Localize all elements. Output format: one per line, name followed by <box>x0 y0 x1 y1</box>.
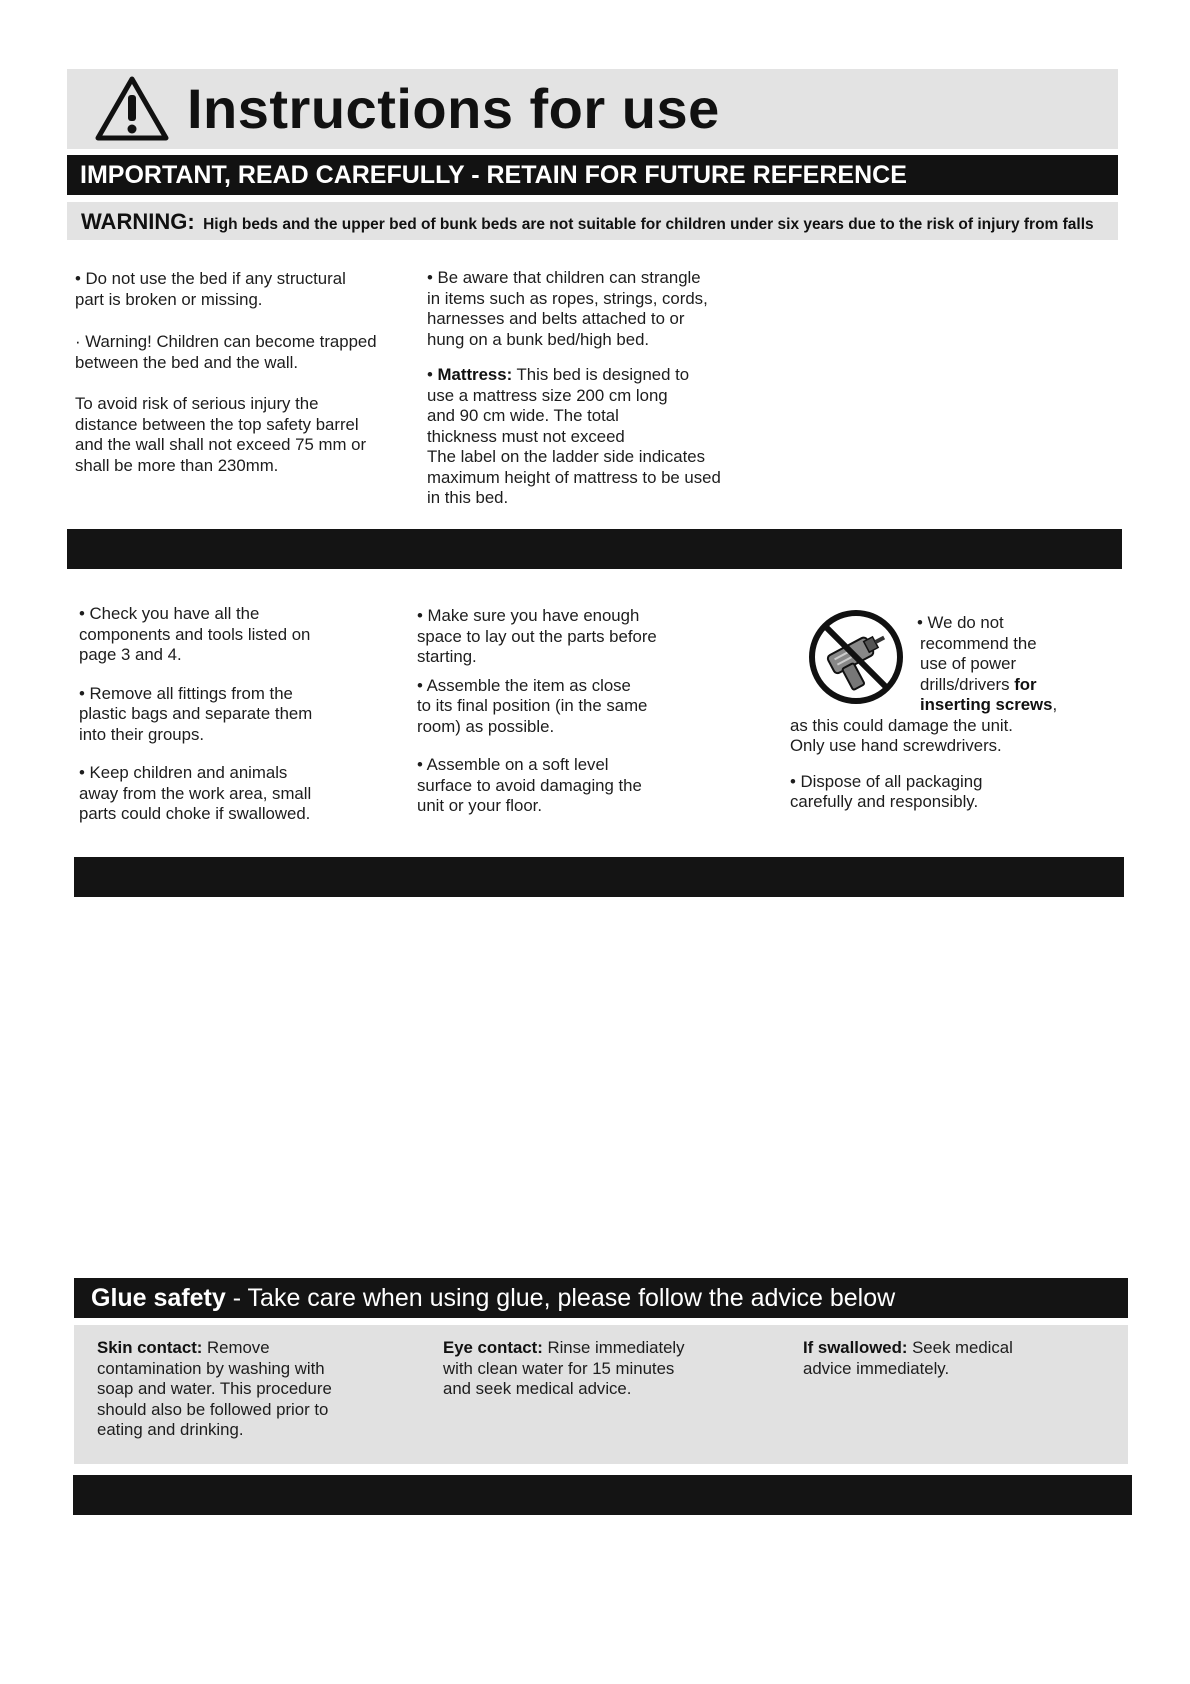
text-line: advice immediately. <box>803 1358 950 1378</box>
text-span: inserting screws <box>920 695 1053 714</box>
text-line: with clean water for 15 minutes <box>443 1358 675 1378</box>
text-line: To avoid risk of serious injury the <box>75 394 319 413</box>
text-line: away from the work area, small <box>79 783 312 803</box>
warning-triangle-icon <box>95 75 169 141</box>
text-line: use of power <box>920 654 1017 673</box>
text-line: use a mattress size 200 cm long <box>427 385 668 405</box>
text-line: between the bed and the wall. <box>75 352 298 372</box>
text-span: drills/drivers <box>920 674 1010 694</box>
text-line: hung on a bunk bed/high bed. <box>427 329 650 349</box>
safety-note-trapped <box>75 332 415 373</box>
text-span: Skin contact: <box>97 1338 203 1357</box>
section-divider-bar <box>74 857 1124 897</box>
assembly-tip-packaging <box>790 772 1120 813</box>
title-banner <box>67 69 1118 149</box>
text-line: · Warning! Children can become trapped <box>75 332 377 351</box>
text-line: harnesses and belts attached to or <box>427 309 685 328</box>
important-banner: IMPORTANT, READ CAREFULLY - RETAIN FOR FUTURE REFERENCE <box>67 155 1118 195</box>
text-line: room) as possible. <box>417 716 555 736</box>
text-line: • Keep children and animals <box>79 763 288 782</box>
text-line: The label on the ladder side indicates <box>427 447 706 466</box>
assembly-column-3 <box>790 613 1120 813</box>
glue-skin-contact <box>97 1338 397 1441</box>
glue-if-swallowed <box>803 1338 1103 1379</box>
text-span: Remove <box>202 1338 270 1357</box>
text-line: • Check you have all the <box>79 604 260 623</box>
assembly-tip-space <box>417 606 737 668</box>
text-line: carefully and responsibly. <box>790 792 979 811</box>
text-line: into their groups. <box>79 724 204 744</box>
page-title: Instructions for use <box>187 77 720 140</box>
text-line: in items such as ropes, strings, cords, <box>427 288 708 308</box>
text-line: • Be aware that children can strangle <box>427 268 701 287</box>
text-line: and seek medical advice. <box>443 1379 632 1398</box>
text-span: , <box>1052 695 1058 714</box>
text-line: contamination by washing with <box>97 1358 325 1378</box>
assembly-tip-fittings <box>79 684 399 746</box>
text-line: maximum height of mattress to be used <box>427 467 721 487</box>
text-span: This bed is designed to <box>516 365 690 384</box>
text-line: components and tools listed on <box>79 624 311 644</box>
text-line: • Assemble on a soft level <box>417 755 609 774</box>
section-divider-bar <box>67 529 1122 569</box>
warning-text: High beds and the upper bed of bunk beds are not suitable for children under six years due to the risk of injury from falls <box>203 216 1094 233</box>
text-line: and the wall shall not exceed 75 mm or <box>75 435 367 454</box>
assembly-tip-children <box>79 763 399 825</box>
text-line: Only use hand screwdrivers. <box>790 736 1002 755</box>
text-line: • Do not use the bed if any structural <box>75 269 346 288</box>
text-line: recommend the <box>920 633 1037 653</box>
warning-label: WARNING: <box>81 209 195 234</box>
mattress-label: Mattress: <box>437 365 513 384</box>
assembly-tip-drills <box>917 613 1120 716</box>
text-line: to its final position (in the same <box>417 696 648 715</box>
text-line <box>920 675 1120 696</box>
text-line: distance between the top safety barrel <box>75 414 359 434</box>
safety-note-distance <box>75 394 415 476</box>
text-line: starting. <box>417 647 477 666</box>
text-line: • Dispose of all packaging <box>790 771 983 791</box>
text-line: should also be followed prior to <box>97 1399 329 1419</box>
text-line: part is broken or missing. <box>75 289 263 309</box>
text-span: If swallowed: <box>803 1338 908 1357</box>
text-line: eating and drinking. <box>97 1420 244 1439</box>
text-line: surface to avoid damaging the <box>417 775 642 795</box>
text-line: soap and water. This procedure <box>97 1379 332 1398</box>
glue-safety-title: Glue safety <box>91 1284 226 1312</box>
text-line <box>803 1338 1103 1359</box>
text-line: parts could choke if swallowed. <box>79 804 311 823</box>
text-line: as this could damage the unit. <box>790 715 1013 735</box>
text-line: shall be more than 230mm. <box>75 455 279 475</box>
assembly-tip-surface <box>417 755 737 817</box>
glue-advice-panel <box>74 1325 1128 1464</box>
glue-safety-banner <box>74 1278 1128 1318</box>
text-line: and 90 cm wide. The total <box>427 406 619 425</box>
safety-note-structural <box>75 269 415 310</box>
text-line: space to lay out the parts before <box>417 626 657 646</box>
safety-left-column <box>75 269 415 476</box>
text-line: thickness must not exceed <box>427 426 625 446</box>
glue-safety-subtitle: - Take care when using glue, please follow the advice below <box>225 1284 896 1312</box>
assembly-column-1 <box>79 604 399 825</box>
safety-note-strangle <box>427 268 767 350</box>
assembly-tip-position <box>417 676 737 738</box>
text-line <box>97 1338 397 1359</box>
safety-note-mattress <box>427 365 767 509</box>
text-line <box>443 1338 763 1359</box>
text-line: page 3 and 4. <box>79 645 182 664</box>
text-line: • We do not <box>917 613 1004 632</box>
text-line: • Mattress: This bed is designed to <box>427 365 690 384</box>
section-divider-bar <box>73 1475 1132 1515</box>
text-span: for <box>1014 674 1037 694</box>
safety-right-column <box>427 268 767 509</box>
text-line: • Make sure you have enough <box>417 606 640 625</box>
text-line: in this bed. <box>427 488 509 507</box>
assembly-tip-components <box>79 604 399 666</box>
text-span: Eye contact: <box>443 1338 543 1357</box>
text-line: • Assemble the item as close <box>417 675 631 695</box>
text-line <box>920 695 1120 716</box>
warning-banner <box>67 202 1118 240</box>
text-line: plastic bags and separate them <box>79 704 313 723</box>
text-span: Rinse immediately <box>542 1338 685 1357</box>
text-span: Seek medical <box>907 1338 1013 1357</box>
text-line: • Remove all fittings from the <box>79 683 293 703</box>
glue-eye-contact <box>443 1338 763 1400</box>
text-line: unit or your floor. <box>417 796 542 815</box>
assembly-column-2 <box>417 606 737 817</box>
